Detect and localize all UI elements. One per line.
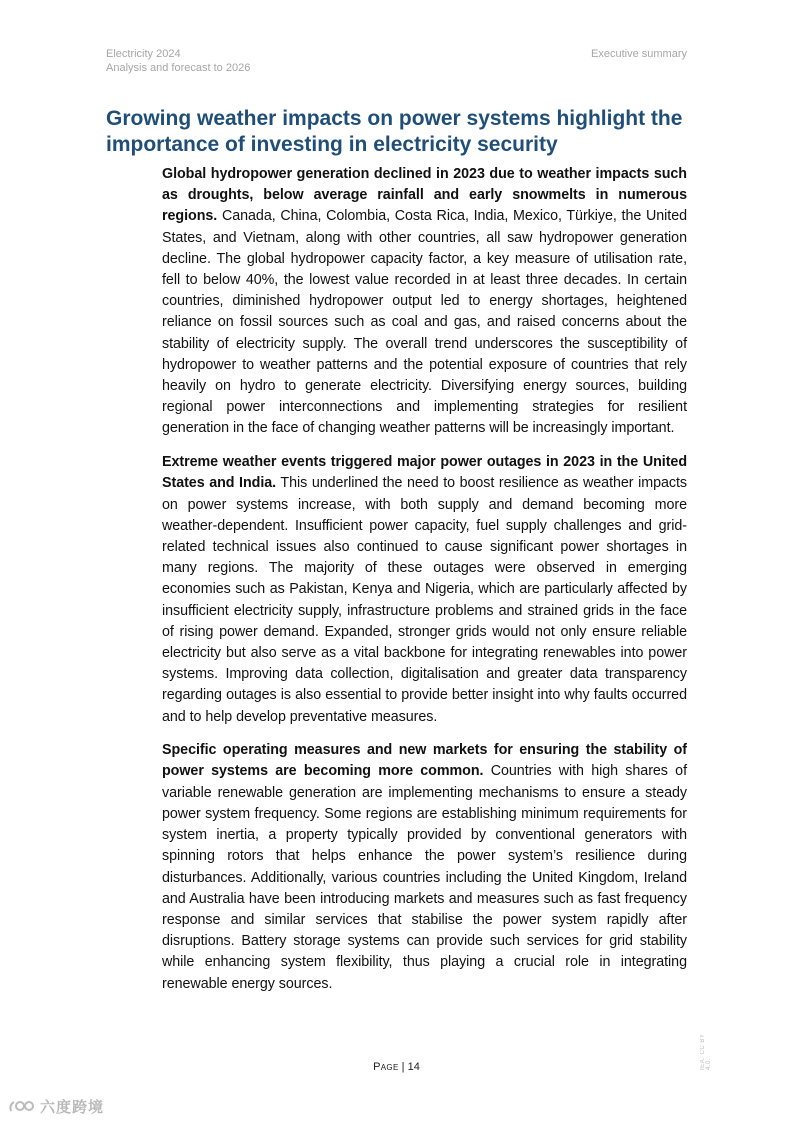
watermark-text: 六度跨境	[40, 1099, 105, 1116]
paragraph-outages	[162, 452, 687, 728]
page-footer	[0, 1061, 793, 1073]
paragraph-hydropower	[162, 164, 687, 440]
license-note: IEA. CC BY 4.0.	[700, 1033, 712, 1070]
watermark-logo-icon	[8, 1099, 36, 1115]
running-header-left	[106, 47, 250, 75]
paragraph-lead: Extreme weather events triggered major power outages in 2023 in the United States and India.	[162, 454, 687, 492]
paragraph-text: Countries with high shares of variable renewable generation are implementing mechanisms to ensure a steady power system frequency. Some regions are establishing minimum requirements for system inertia, a property typically provided by conventional generators with spinning rotors that helps enhance the power system’s resilience during disturbances. Additionally, various countries including the United Kingdom, Ireland and Australia have been introducing markets and measures such as fast frequency response and similar services that stabilise the power system rapidly after disruptions. Battery storage systems can provide such services for grid stability while enhancing system flexibility, thus playing a crucial role in integrating renewable energy sources.	[162, 763, 687, 992]
body-text	[162, 164, 687, 1007]
page-separator: |	[398, 1061, 408, 1073]
paragraph-stability	[162, 740, 687, 994]
report-title: Electricity 2024	[106, 48, 181, 60]
paragraph-lead: Global hydropower generation declined in 2023 due to weather impacts such as droughts, below average rainfall and early snowmelts in numerous regions.	[162, 166, 687, 225]
paragraph-text: This underlined the need to boost resilience as weather impacts on power systems increase, with both supply and demand becoming more weather-dependent. Insufficient power capacity, fuel supply challenges and grid-related technical issues also continued to cause significant power shortages in many regions. The majority of these outages were observed in emerging economies such as Pakistan, Kenya and Nigeria, which are particularly affected by insufficient electricity supply, infrastructure problems and strained grids in the face of rising power demand. Expanded, stronger grids would not only ensure reliable electricity but also serve as a vital backbone for integrating renewables into power systems. Improving data collection, digitalisation and greater data transparency regarding outages is also essential to provide better insight into why faults occurred and to help develop preventative measures.	[162, 475, 687, 725]
report-subtitle: Analysis and forecast to 2026	[106, 62, 251, 74]
page-label: Page	[373, 1061, 399, 1073]
page-number: 14	[407, 1061, 420, 1073]
running-header-section: Executive summary	[591, 48, 687, 60]
paragraph-text: Canada, China, Colombia, Costa Rica, India, Mexico, Türkiye, the United States, and Vietnam, along with other countries, all saw hydropower generation decline. The global hydropower capacity factor, a key measure of utilisation rate, fell to below 40%, the lowest value recorded in at least three decades. In certain countries, diminished hydropower output led to energy shortages, heightened reliance on fossil sources such as coal and gas, and raised concerns about the stability of electricity supply. The overall trend underscores the susceptibility of hydropower to weather patterns and the potential exposure of countries that rely heavily on hydro to generate electricity. Diversifying energy sources, building regional power interconnections and implementing strategies for resilient generation in the face of changing weather patterns will be increasingly important.	[162, 208, 687, 437]
paragraph-lead: Specific operating measures and new markets for ensuring the stability of power systems are becoming more common.	[162, 742, 687, 780]
watermark	[8, 1096, 104, 1117]
section-heading: Growing weather impacts on power systems highlight the importance of investing in electricity security	[106, 107, 683, 156]
